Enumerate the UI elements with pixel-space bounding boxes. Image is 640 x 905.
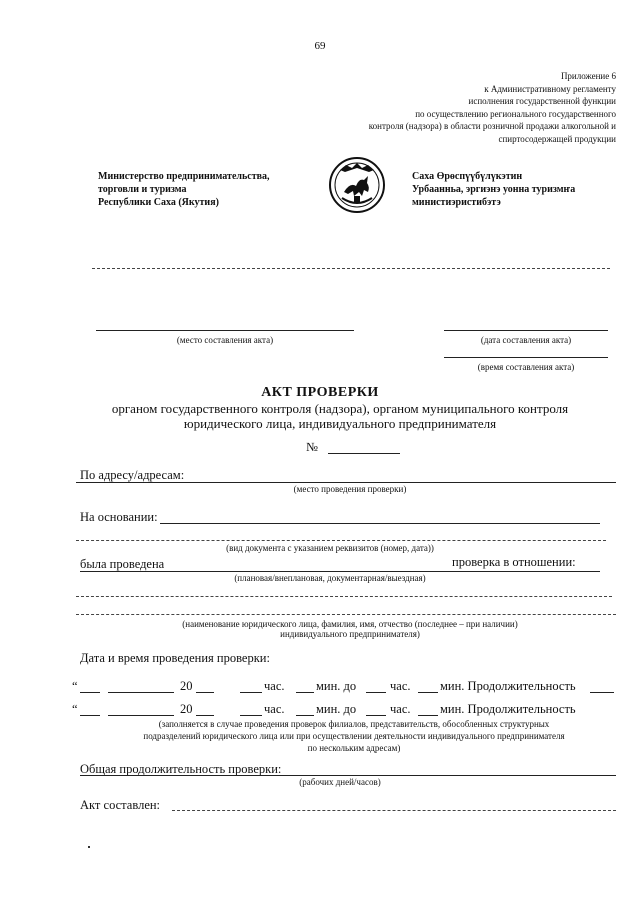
act-title: АКТ ПРОВЕРКИ [261, 385, 379, 400]
minutes-to-label-2: мин. до [316, 702, 357, 716]
basis-caption: (вид документа с указанием реквизитов (номер, дата)) [226, 543, 434, 553]
date-field-line[interactable] [444, 330, 608, 331]
compiled-field-line[interactable] [172, 810, 616, 811]
org-line: торговли и туризма [98, 184, 187, 195]
entity-field-line-2[interactable] [76, 614, 616, 615]
coat-of-arms-emblem-icon [328, 156, 386, 214]
compiled-label: Акт составлен: [80, 798, 161, 812]
regarding-label: проверка в отношении: [452, 555, 576, 569]
entity-field-line-1[interactable] [76, 596, 612, 597]
year-field-2[interactable] [196, 715, 214, 716]
date-quote-open: “ [72, 679, 78, 693]
page-number: 69 [314, 40, 326, 52]
total-duration-label: Общая продолжительность проверки: [80, 762, 282, 776]
hours-to-field[interactable] [366, 692, 386, 693]
basis-field-line[interactable] [160, 523, 600, 524]
address-caption: (место проведения проверки) [293, 484, 407, 494]
conducted-label: была проведена [80, 557, 165, 571]
minutes-from-field-2[interactable] [296, 715, 314, 716]
act-subtitle [60, 401, 620, 431]
ministry-name-sakha [412, 170, 575, 209]
total-duration-field[interactable] [80, 775, 616, 776]
subtitle-line: юридического лица, индивидуального предпринимателя [183, 416, 497, 431]
subtitle-line: органом государственного контроля (надзора), органом муниципального контроля [111, 401, 569, 416]
org-line: Министерство предпринимательства, [98, 171, 270, 182]
place-caption: (место составления акта) [176, 335, 274, 345]
minutes-to-field-2[interactable] [418, 715, 438, 716]
org-line: министиэристибэтэ [412, 197, 501, 208]
basis-field-line-2[interactable] [76, 540, 606, 541]
appendix-line: спиртосодержащей продукции [498, 133, 616, 144]
hours-to-field-2[interactable] [366, 715, 386, 716]
hours-label-row2: час. [264, 702, 285, 716]
address-field-line[interactable] [76, 482, 616, 483]
org-line: Республики Саха (Якутия) [98, 197, 219, 208]
appendix-note [316, 70, 616, 145]
total-duration-caption: (рабочих дней/часов) [299, 777, 381, 787]
date-quote-open-2: “ [72, 702, 78, 716]
minutes-to-label: мин. до [316, 679, 357, 693]
org-line: Саха Өрөспүүбүлүкэтин [412, 171, 523, 182]
appendix-line: Приложение 6 [560, 71, 616, 81]
caption-line: индивидуального предпринимателя) [280, 629, 420, 639]
caption-line: (наименование юридического лица, фамилия, имя, отчество (последнее – при наличии) [182, 619, 518, 629]
basis-label: На основании: [80, 510, 158, 524]
appendix-line: по осуществлению регионального государственного [415, 108, 616, 119]
check-type-caption: (плановая/внеплановая, документарная/выездная) [234, 573, 426, 583]
note-line: по нескольким адресам) [307, 743, 401, 753]
act-number-field[interactable] [328, 453, 400, 454]
appendix-line: контроля (надзора) в области розничной продажи алкогольной и [368, 121, 616, 131]
address-label: По адресу/адресам: [80, 468, 185, 482]
branches-note [94, 718, 614, 754]
year-prefix: 20 [180, 679, 193, 693]
note-line: подразделений юридического лица или при осуществлении деятельности индивидуального предпринимателя [143, 731, 565, 741]
entity-caption [120, 619, 580, 639]
place-field-line[interactable] [96, 330, 354, 331]
duration-field[interactable] [590, 692, 614, 693]
year-prefix-2: 20 [180, 702, 193, 716]
minutes-to-field[interactable] [418, 692, 438, 693]
minutes-from-field[interactable] [296, 692, 314, 693]
hours-label: час. [264, 679, 285, 693]
year-field[interactable] [196, 692, 214, 693]
month-field[interactable] [108, 692, 174, 693]
org-line: Урбаанньа, эргиэнэ уонна туризмҥа [412, 184, 576, 195]
day-field-2[interactable] [80, 715, 100, 716]
duration-label: мин. Продолжительность [440, 679, 576, 693]
hours-from-field-2[interactable] [240, 715, 262, 716]
hours-from-field[interactable] [240, 692, 262, 693]
time-field-line[interactable] [444, 357, 608, 358]
ministry-name-russian [98, 170, 270, 209]
act-number-label: № [306, 440, 318, 454]
conducted-field-line[interactable] [80, 571, 600, 572]
scan-speck [88, 846, 90, 848]
appendix-line: исполнения государственной функции [468, 96, 616, 106]
note-line: (заполняется в случае проведения проверок филиалов, представительств, обособленных структурных [158, 719, 550, 729]
hours-label-row2-b: час. [390, 702, 411, 716]
month-field-2[interactable] [108, 715, 174, 716]
appendix-line: к Административному регламенту [484, 83, 616, 94]
header-separator-line [92, 268, 610, 269]
duration-label-2: мин. Продолжительность [440, 702, 576, 716]
date-caption: (дата составления акта) [480, 335, 572, 345]
day-field[interactable] [80, 692, 100, 693]
hours-label-2: час. [390, 679, 411, 693]
datetime-label: Дата и время проведения проверки: [80, 651, 270, 665]
time-caption: (время составления акта) [477, 362, 575, 372]
